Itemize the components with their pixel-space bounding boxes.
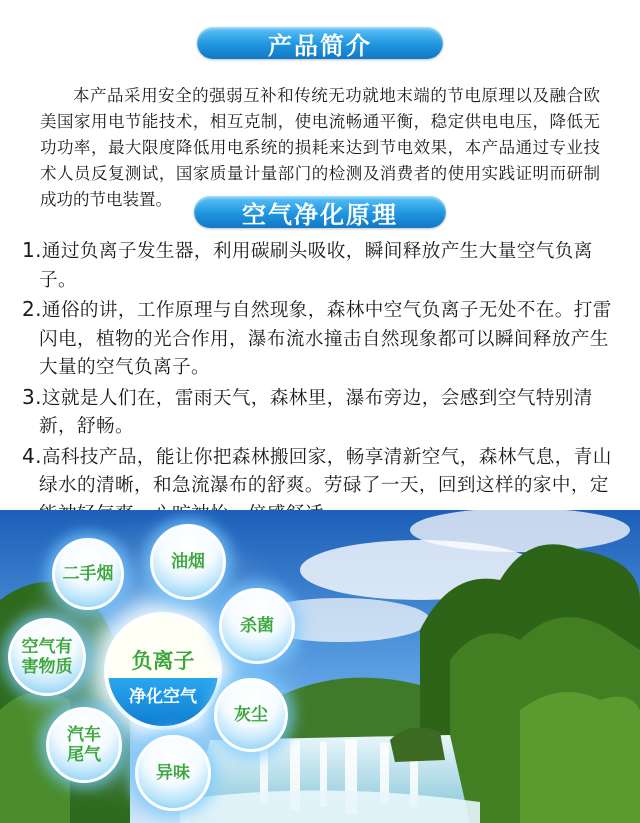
bubble-label: 灰尘: [234, 705, 268, 725]
principle-list: [22, 236, 620, 529]
principle-text: 通俗的讲，工作原理与自然现象，森林中空气负离子无处不在。打雷闪电，植物的光合作用，瀑布流水撞击自然现象都可以瞬间释放产生大量的空气负离子。: [39, 300, 612, 378]
principle-text: 高科技产品，能让你把森林搬回家，畅享清新空气，森林气息，青山绿水的清晰，和急流瀑布的舒爽。劳碌了一天，回到这样的家中，定: [39, 446, 612, 496]
bubble-vehicle-exhaust: [46, 707, 122, 783]
bubble-dust: [214, 678, 288, 752]
principle-item: [22, 236, 620, 295]
principle-text: 通过负离子发生器，利用碳刷头吸收，瞬间释放产生大量空气负离子。: [39, 241, 593, 291]
principle-text: 这就是人们在，雷雨天气，森林里，瀑布旁边，会感到空气特别清新，舒畅。: [39, 387, 593, 437]
intro-section-title: 产品简介: [197, 27, 443, 59]
principle-number: 1.: [22, 238, 42, 262]
principle-item: [22, 383, 620, 442]
bubble-label-line1: 汽车: [67, 725, 101, 745]
hub-label-bottom: 净化空气: [108, 678, 218, 726]
bubble-label-line2: 尾气: [67, 745, 101, 765]
bubble-second-hand-smoke: [52, 538, 124, 610]
bubble-label: 油烟: [171, 552, 205, 572]
bubble-label: 二手烟: [62, 564, 114, 584]
principle-number: 2.: [22, 297, 42, 321]
negative-ion-hub: [104, 612, 222, 730]
bubble-oil-smoke: [150, 524, 226, 600]
principle-item: [22, 295, 620, 383]
bubble-label-line2: 害物质: [21, 657, 73, 677]
hub-label-top: 负离子: [108, 616, 218, 678]
bubble-bacteria: [219, 588, 295, 664]
principle-number: 4.: [22, 443, 42, 468]
bubble-label: 杀菌: [240, 616, 274, 636]
bubble-label: [22, 637, 73, 677]
principle-section-title: 空气净化原理: [194, 196, 446, 228]
bubble-harmful-substances: [8, 618, 86, 696]
intro-paragraph: 本产品采用安全的强弱互补和传统无功就地末端的节电原理以及融合欧美国家用电节能技术，相互克制，使电流畅通平衡，稳定供电电压，降低无功功率，最大限度降低用电系统的损耗来达到节电效果，本产品通过专业技术人员反复测试，国家质量计量部门的检测及消费者的使用实践证明而研制成功的节电装置。: [40, 85, 600, 209]
bubble-odor: [135, 735, 211, 811]
bubble-label-line1: 空气有: [21, 637, 73, 657]
bubble-label: 异味: [156, 763, 190, 783]
waterfall-forest-image: [0, 510, 640, 823]
principle-number: 3.: [22, 384, 42, 409]
bubble-label: [67, 725, 101, 765]
